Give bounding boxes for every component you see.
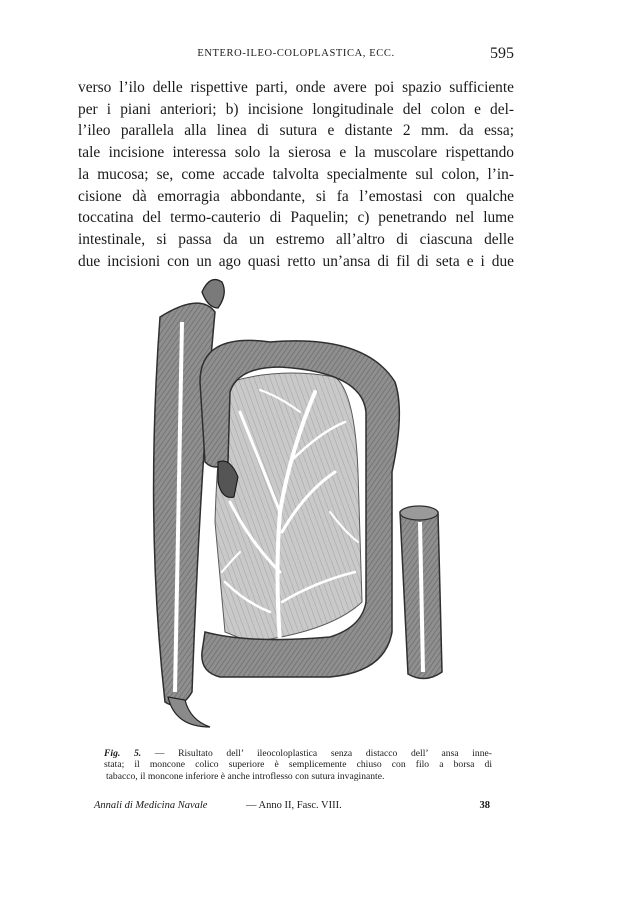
page-number: 595 — [490, 45, 514, 62]
footer-journal: Annali di Medicina Navale — [94, 800, 208, 811]
caption-line: stata; il moncone colico superiore è semplicemente chiuso con filo a borsa di — [104, 759, 492, 771]
signature-mark: 38 — [479, 800, 490, 811]
caption-line: tabacco, il moncone inferiore è anche introflesso con sutura invaginante. — [106, 770, 385, 782]
running-head: ENTERO-ILEO-COLOPLASTICA, ECC. — [197, 48, 395, 59]
text-line: verso l’ilo delle rispettive parti, onde avere poi spazio sufficiente — [78, 79, 514, 96]
anatomical-illustration — [130, 272, 470, 742]
text-line: intestinale, si passa da un estremo all’altro di ciascuna delle — [78, 230, 514, 248]
mesentery — [215, 373, 362, 642]
caption-line: Fig. 5. — Risultato dell’ ileocoloplastica senza distacco dell’ ansa inne- — [104, 748, 492, 759]
footer-issue: — Anno II, Fasc. VIII. — [246, 800, 342, 811]
text-line: tale incisione interessa solo la sierosa e la muscolare rispettando — [78, 144, 514, 162]
text-line: l’ileo parallela alla linea di sutura e distante 2 mm. da essa; — [78, 122, 514, 140]
text-line: per i piani anteriori; b) incisione longitudinale del colon e del- — [78, 100, 514, 118]
body-paragraph — [78, 77, 514, 272]
text-line: cisione dà emorragia abbondante, si fa l’emostasi con qualche — [78, 187, 514, 205]
text-line: due incisioni con un ago quasi retto un’ansa di fil di seta e i due — [78, 252, 514, 270]
figure-label: Fig. 5. — [104, 748, 142, 759]
text-line: toccatina del termo-cauterio di Paquelin; c) penetrando nel lume — [78, 209, 514, 227]
tied-stump — [202, 280, 224, 308]
figure-caption — [104, 748, 492, 782]
text-line: la mucosa; se, come accade talvolta specialmente sul colon, l’in- — [78, 165, 514, 183]
